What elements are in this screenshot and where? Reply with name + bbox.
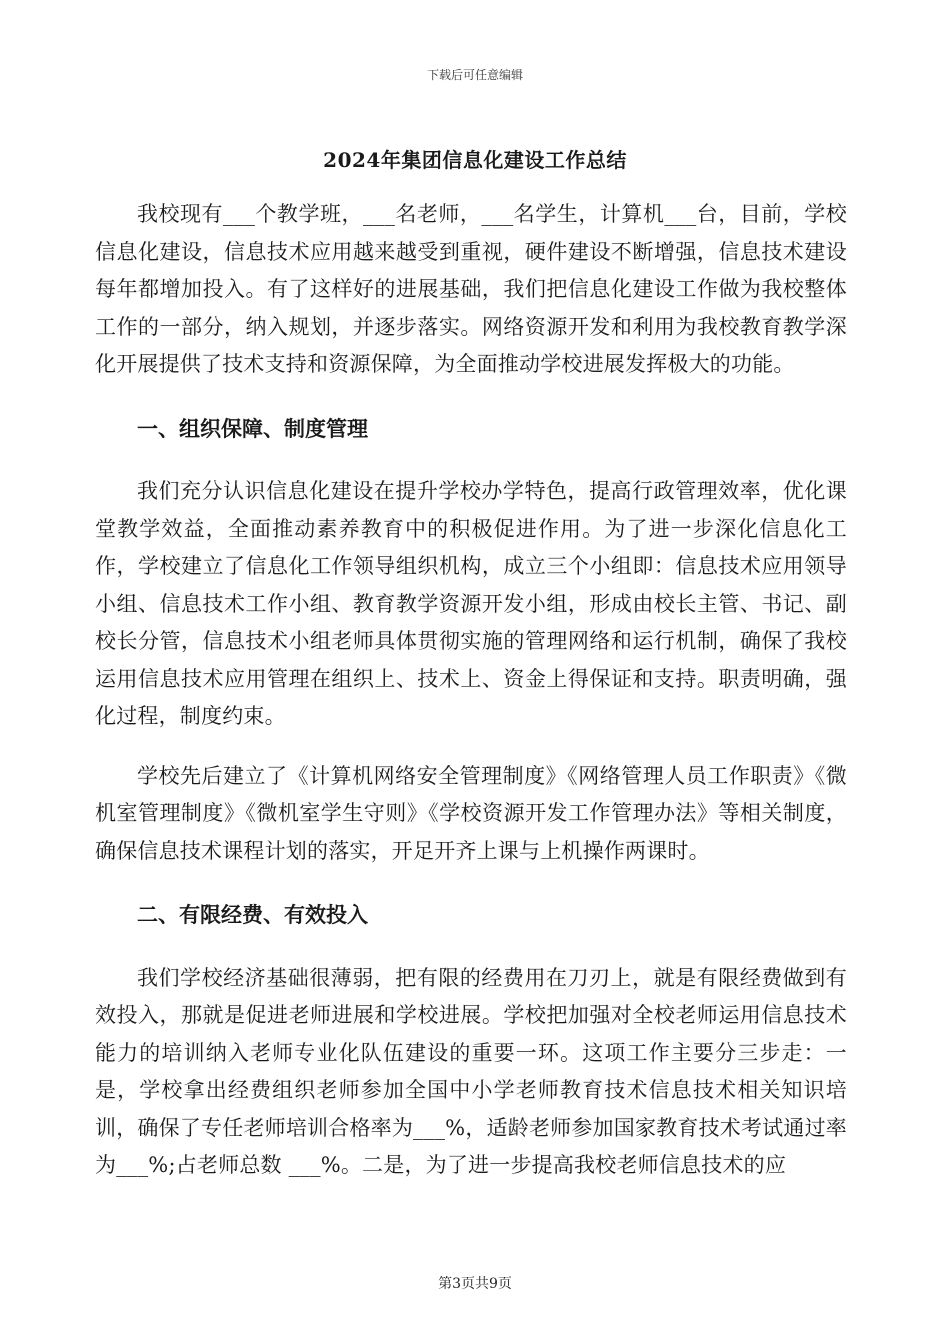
section-2-heading: 二、有限经费、有效投入	[137, 902, 368, 927]
section-2-paragraph-1: 我们学校经济基础很薄弱，把有限的经费用在刀刃上，就是有限经费做到有效投入，那就是促进老师进展和学校进展。学校把加强对全校老师运用信息技术能力的培训纳入老师专业化队伍建设的重要一环。这项工作主要分三步走：一是，学校拿出经费组织老师参加全国中小学老师教育技术信息技术相关知识培训，确保了专任老师培训合格率为___%，适龄老师参加国家教育技术考试通过率为___%;占老师总数 ___%。二是，为了进一步提高我校老师信息技术的应	[95, 965, 847, 1177]
section-1-paragraph-2: 学校先后建立了《计算机网络安全管理制度》《网络管理人员工作职责》《微机室管理制度》《微机室学生守则》《学校资源开发工作管理办法》等相关制度，确保信息技术课程计划的落实，开足开齐上课与上机操作两课时。	[95, 763, 847, 863]
section-1-heading: 一、组织保障、制度管理	[137, 415, 368, 441]
intro-paragraph: 我校现有___个教学班，___名老师，___名学生，计算机___台，目前，学校信息化建设，信息技术应用越来越受到重视，硬件建设不断增强，信息技术建设每年都增加投入。有了这样好的进展基础，我们把信息化建设工作做为我校整体工作的一部分，纳入规划，并逐步落实。网络资源开发和利用为我校教育教学深化开展提供了技术支持和资源保障，为全面推动学校进展发挥极大的功能。	[95, 202, 847, 376]
document-title: 2024年集团信息化建设工作总结	[323, 148, 627, 172]
section-1-paragraph-1: 我们充分认识信息化建设在提升学校办学特色，提高行政管理效率，优化课堂教学效益，全面推动素养教育中的积极促进作用。为了进一步深化信息化工作，学校建立了信息化工作领导组织机构，成立三个小组即：信息技术应用领导小组、信息技术工作小组、教育教学资源开发小组，形成由校长主管、书记、副校长分管，信息技术小组老师具体贯彻实施的管理网络和运行机制，确保了我校运用信息技术应用管理在组织上、技术上、资金上得保证和支持。职责明确，强化过程，制度约束。	[95, 479, 847, 728]
document-body	[95, 196, 847, 1185]
header-note: 下载后可任意编辑	[426, 68, 523, 82]
page-number-footer: 第3页共9页	[438, 1276, 512, 1292]
